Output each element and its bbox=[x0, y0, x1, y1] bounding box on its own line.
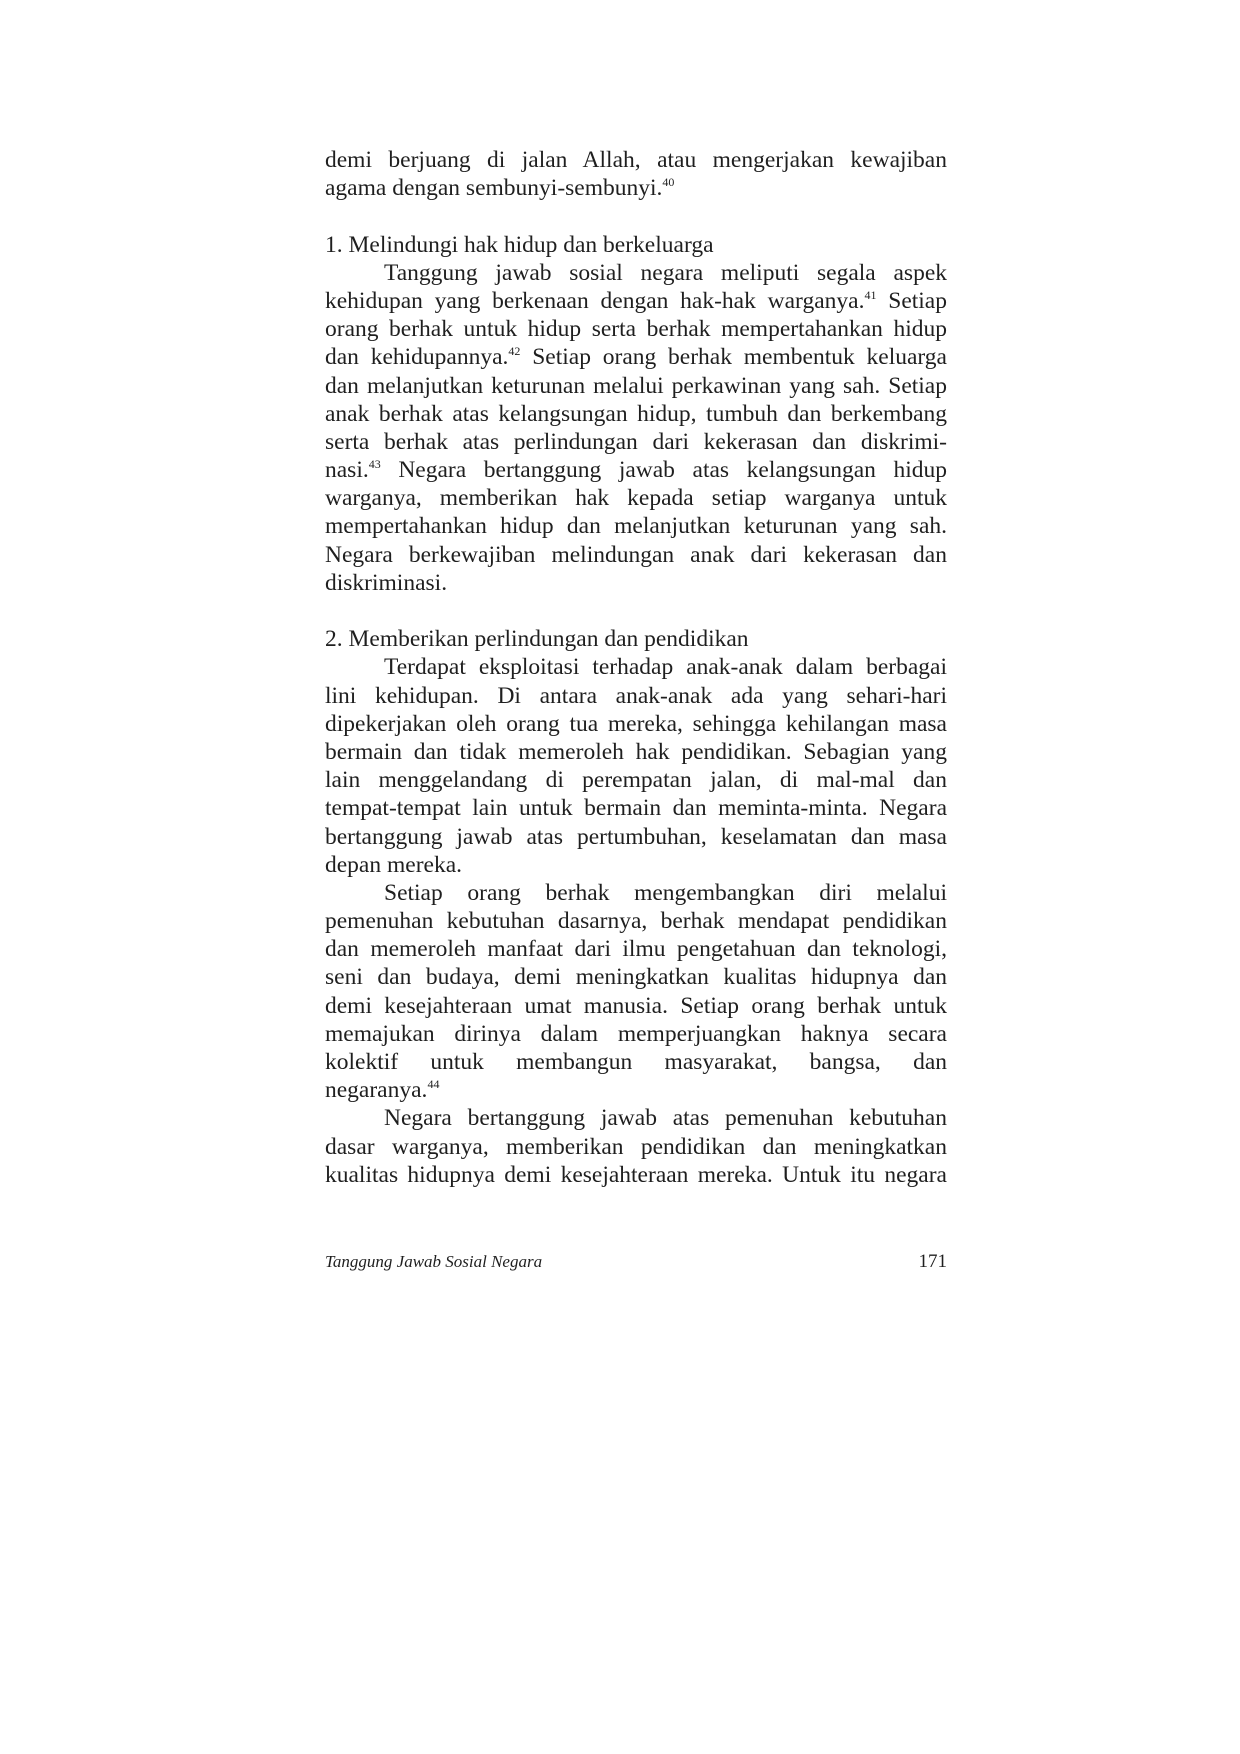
page-footer bbox=[325, 1250, 947, 1274]
paragraph-line: demi kesejahteraan umat manusia. Setiap orang berhak untuk bbox=[325, 992, 947, 1019]
intro-line: demi berjuang di jalan Allah, atau mengerjakan kewajiban bbox=[325, 147, 947, 173]
paragraph-line: Tanggung jawab sosial negara meliputi segala aspek bbox=[384, 259, 947, 286]
paragraph-line: mempertahankan hidup dan melanjutkan keturunan yang sah. bbox=[325, 513, 947, 540]
paragraph-line: serta berhak atas perlindungan dari kekerasan dan diskrimi- bbox=[325, 428, 947, 455]
section-heading: 1. Melindungi hak hidup dan berkeluarga bbox=[325, 231, 714, 258]
paragraph-line: dan melanjutkan keturunan melalui perkawinan yang sah. Setiap bbox=[325, 372, 947, 399]
paragraph-line: dipekerjakan oleh orang tua mereka, sehingga kehilangan masa bbox=[325, 710, 947, 737]
paragraph-line: lini kehidupan. Di antara anak-anak ada yang sehari-hari bbox=[325, 682, 947, 709]
running-footer-title: Tanggung Jawab Sosial Negara bbox=[325, 1252, 543, 1271]
paragraph-line: diskriminasi. bbox=[325, 569, 448, 596]
paragraph-line: kualitas hidupnya demi kesejahteraan mereka. Untuk itu negara bbox=[325, 1161, 947, 1188]
paragraph-line: bermain dan tidak memeroleh hak pendidikan. Sebagian yang bbox=[325, 738, 947, 765]
paragraph-line: kehidupan yang berkenaan dengan hak-hak warganya.$^{41}$ Setiap bbox=[325, 287, 947, 314]
paragraph-line: orang berhak untuk hidup serta berhak mempertahankan hidup bbox=[325, 316, 947, 343]
paragraph-line: negaranya.$^{44}$ bbox=[325, 1077, 440, 1104]
paragraph-line: memajukan dirinya dalam memperjuangkan haknya secara bbox=[325, 1020, 947, 1047]
paragraph-line: dan kehidupannya.$^{42}$ Setiap orang berhak membentuk keluarga bbox=[325, 344, 947, 371]
paragraph-line: anak berhak atas kelangsungan hidup, tumbuh dan berkembang bbox=[325, 400, 947, 427]
paragraph-line: bertanggung jawab atas pertumbuhan, keselamatan dan masa bbox=[325, 823, 947, 850]
paragraph-line: seni dan budaya, demi meningkatkan kualitas hidupnya dan bbox=[325, 964, 947, 991]
paragraph-line: dasar warganya, memberikan pendidikan dan meningkatkan bbox=[325, 1133, 947, 1160]
footnote-marker: 44 bbox=[427, 1077, 440, 1092]
body-text bbox=[325, 146, 947, 1189]
page-number: 171 bbox=[918, 1251, 947, 1272]
paragraph-line: Negara bertanggung jawab atas pemenuhan kebutuhan bbox=[384, 1105, 947, 1132]
paragraph-line: lain menggelandang di perempatan jalan, di mal-mal dan bbox=[325, 767, 947, 794]
footnote-marker: 40 bbox=[662, 175, 675, 190]
paragraph-line: warganya, memberikan hak kepada setiap warganya untuk bbox=[325, 485, 947, 512]
footnote-marker: 42 bbox=[508, 344, 521, 359]
paragraph-line: tempat-tempat lain untuk bermain dan meminta-minta. Negara bbox=[325, 795, 947, 822]
paragraph-line: Setiap orang berhak mengembangkan diri melalui bbox=[384, 879, 947, 906]
footnote-marker: 43 bbox=[368, 457, 381, 472]
paragraph-line: depan mereka. bbox=[325, 851, 463, 878]
paragraph-line: Terdapat eksploitasi terhadap anak-anak dalam berbagai bbox=[384, 654, 947, 681]
paragraph-line: nasi.$^{43}$ Negara bertanggung jawab atas kelangsungan hidup bbox=[325, 457, 947, 484]
section-heading: 2. Memberikan perlindungan dan pendidikan bbox=[325, 626, 749, 653]
footnote-marker: 41 bbox=[864, 287, 877, 302]
paragraph-line: pemenuhan kebutuhan dasarnya, berhak mendapat pendidikan bbox=[325, 908, 947, 935]
paragraph-line: dan memeroleh manfaat dari ilmu pengetahuan dan teknologi, bbox=[325, 936, 947, 963]
intro-line: agama dengan sembunyi-sembunyi.$^{40}$ bbox=[325, 175, 675, 202]
paragraph-line: kolektif untuk membangun masyarakat, bangsa, dan bbox=[325, 1049, 947, 1075]
paragraph-line: Negara berkewajiban melindungan anak dari kekerasan dan bbox=[325, 541, 947, 568]
